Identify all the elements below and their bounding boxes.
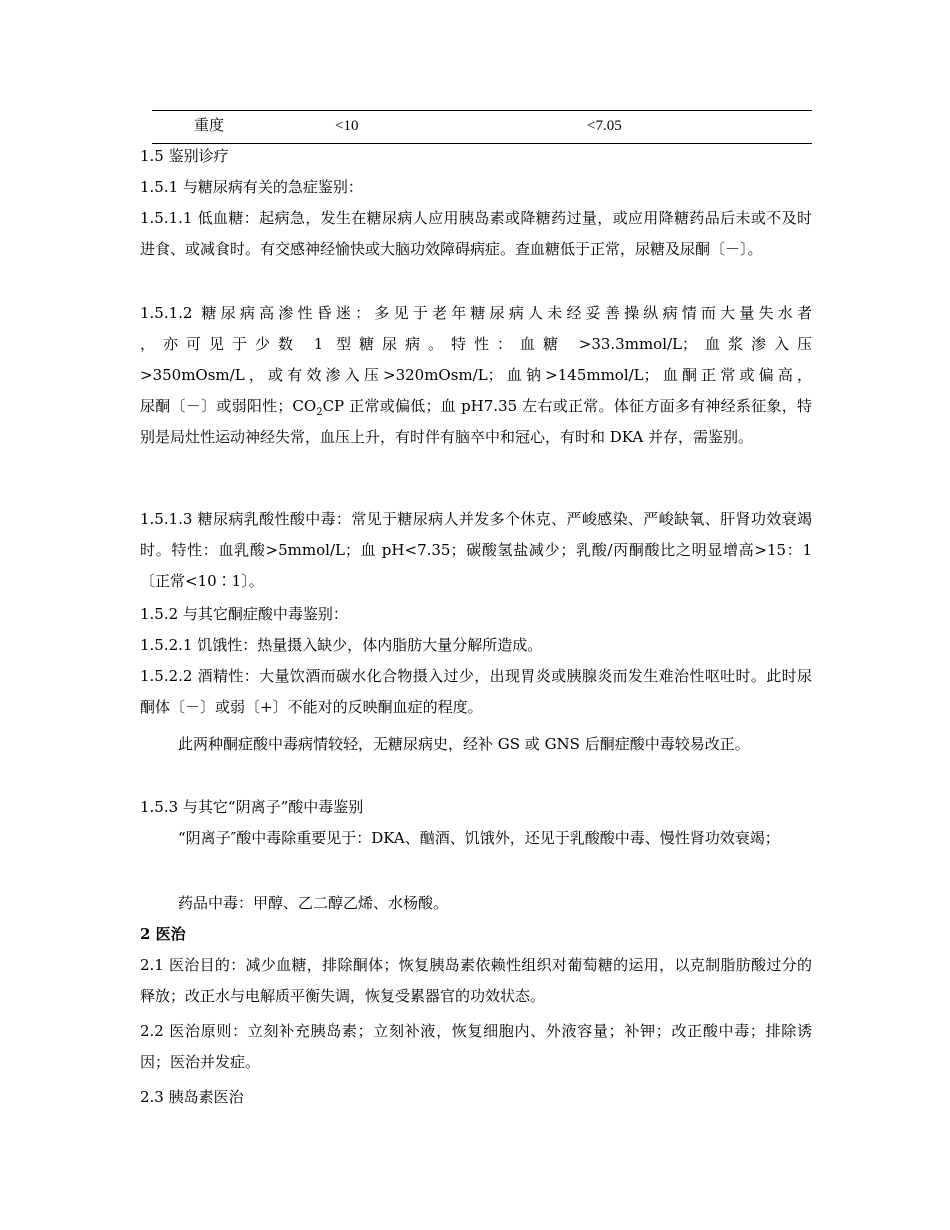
section-1-5-2-heading: 1.5.2 与其它酮症酸中毒鉴别： bbox=[140, 605, 348, 623]
section-1-5-2-2-alcoholic: 1.5.2.2 酒精性：大量饮酒而碳水化合物摄入过少，出现胃炎或胰腺炎而发生难治性呕吐时。此时尿酮体〔－〕或弱〔+〕不能对的反映酮血症的程度。 bbox=[140, 667, 812, 716]
hyperosmolar-line-1: 1.5.1.2 糖尿病高渗性昏迷：多见于老年糖尿病人未经妥善操纵病情而大量失水者 bbox=[140, 304, 812, 322]
value-cell-1: <10 bbox=[335, 118, 359, 134]
paragraph-drug-poisoning: 药品中毒：甲醇、乙二醇乙烯、水杨酸。 bbox=[178, 894, 449, 912]
section-1-5-2-1-starvation: 1.5.2.1 饥饿性：热量摄入缺少，体内脂肪大量分解所造成。 bbox=[140, 636, 543, 654]
section-2-2-treatment-principles: 2.2 医治原则：立刻补充胰岛素；立刻补液，恢复细胞内、外液容量；补钾；改正酸中毒；排除诱因；医治并发症。 bbox=[140, 1022, 812, 1071]
paragraph-two-types: 此两种酮症酸中毒病情较轻，无糖尿病史，经补 GS 或 GNS 后酮症酸中毒较易改正。 bbox=[178, 735, 750, 753]
hyperosmolar-text-b: CP 正常或偏低；血 pH7.35 左右或正常。体征方面多有神经系征象，特别是局灶性运动神经失常，血压上升，有时伴有脑卒中和冠心，有时和 DKA 并存，需鉴别。 bbox=[140, 397, 812, 446]
section-2-3-heading: 2.3 胰岛素医治 bbox=[140, 1088, 244, 1106]
section-2-1-treatment-goals: 2.1 医治目的：减少血糖，排除酮体；恢复胰岛素依赖性组织对葡萄糖的运用，以克制脂肪酸过分的释放；改正水与电解质平衡失调，恢复受累器官的功效状态。 bbox=[140, 956, 812, 1005]
section-1-5-1-2-hyperosmolar bbox=[140, 298, 812, 453]
section-1-5-3-heading: 1.5.3 与其它“阴离子”酸中毒鉴别 bbox=[140, 798, 364, 816]
section-1-5-1-3-lactic-acidosis: 1.5.1.3 糖尿病乳酸性酸中毒：常见于糖尿病人并发多个休克、严峻感染、严峻缺氧、肝肾功效衰竭时。特性：血乳酸>5mmol/L；血 pH<7.35；碳酸氢盐减少；乳酸/丙酮酸比之明显增高>15：1〔正常<10∶1〕。 bbox=[140, 510, 812, 590]
hyperosmolar-text-a: 尿酮〔－〕或弱阳性；CO bbox=[140, 397, 317, 415]
severity-cell: 重度 bbox=[194, 118, 225, 134]
paragraph-anion-acidosis: “阴离子″酸中毒除重要见于：DKA、酗酒、饥饿外，还见于乳酸酸中毒、慢性肾功效衰竭； bbox=[178, 829, 780, 847]
section-1-5-1-heading: 1.5.1 与糖尿病有关的急症鉴别： bbox=[140, 178, 363, 196]
value-cell-2: <7.05 bbox=[587, 118, 622, 134]
section-2-heading: 2 医治 bbox=[140, 925, 186, 943]
hyperosmolar-line-2: ，亦可见于少数 1 型糖尿病。特性：血糖 >33.3mmol/L；血浆渗入压 bbox=[140, 335, 812, 353]
hyperosmolar-line-4 bbox=[140, 391, 812, 453]
severity-table-row bbox=[152, 110, 812, 144]
co2-subscript: 2 bbox=[316, 407, 323, 418]
section-1-5-1-1-hypoglycemia: 1.5.1.1 低血糖：起病急，发生在糖尿病人应用胰岛素或降糖药过量，或应用降糖药品后未或不及时进食、或减食时。有交感神经愉快或大脑功效障碍病症。查血糖低于正常，尿糖及尿酮〔－〕。 bbox=[140, 209, 812, 258]
hyperosmolar-line-3: >350mOsm/L，或有效渗入压>320mOsm/L；血钠>145mmol/L；血酮正常或偏高， bbox=[140, 366, 812, 384]
section-1-5-heading: 1.5 鉴别诊疗 bbox=[140, 147, 229, 165]
